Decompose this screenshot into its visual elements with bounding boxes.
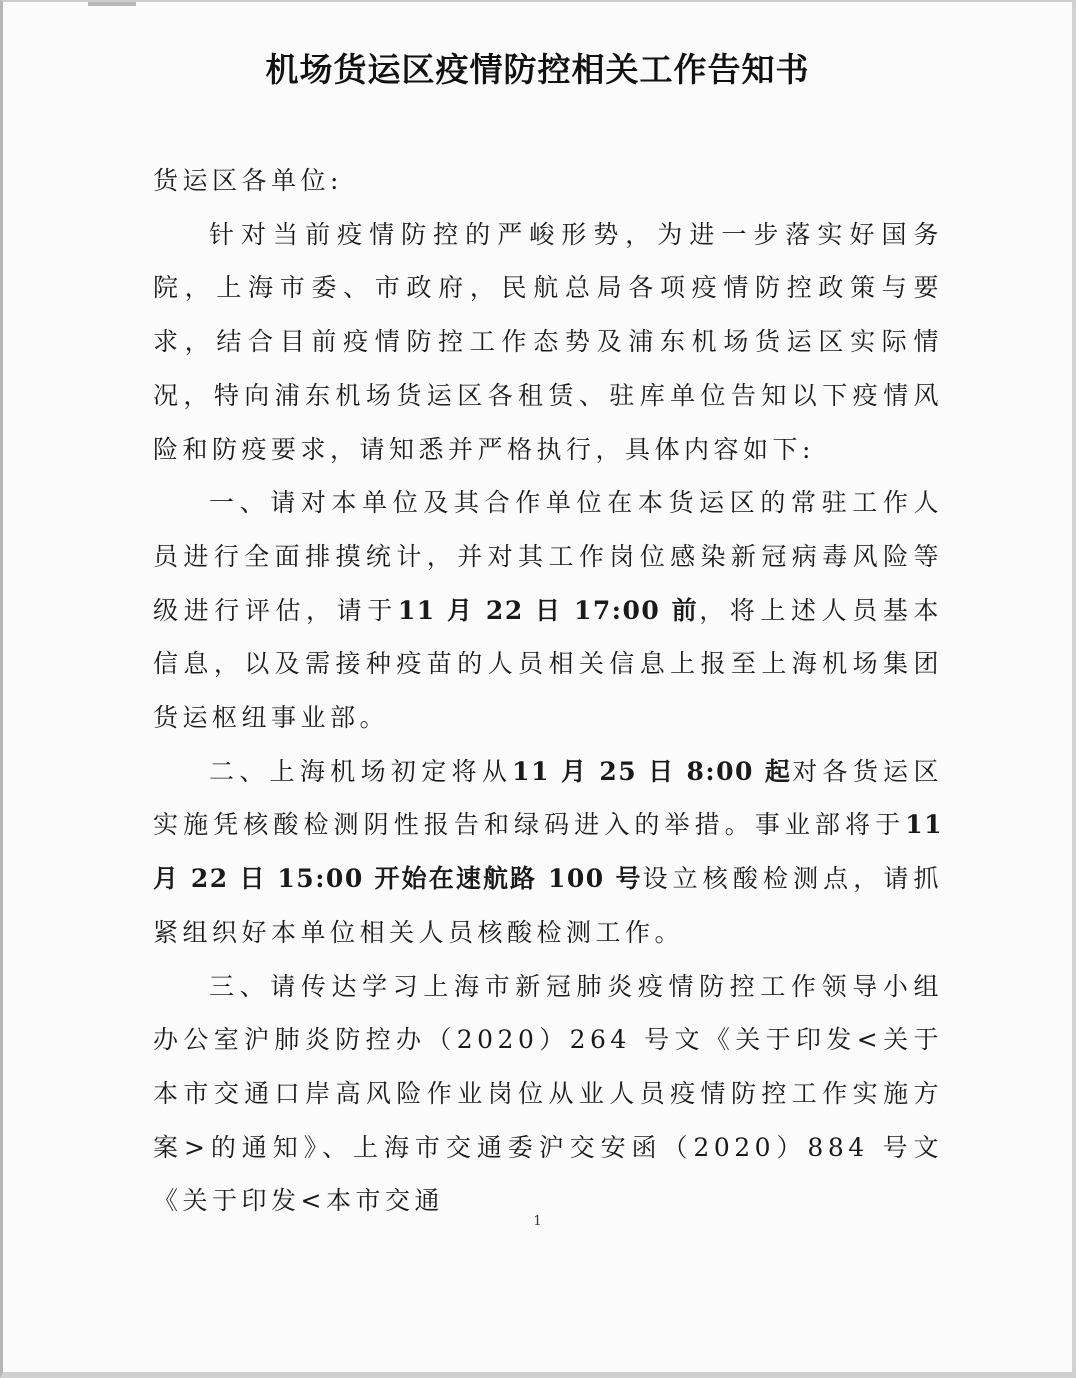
document-body xyxy=(153,154,943,1228)
page-number: 1 xyxy=(533,1214,542,1229)
item-1-text-a: 一、请对本单位及其合作单位在本货运区的常驻工作人员进行全面排摸统计，并对其工作岗位感染新冠病毒风险等级进行评估，请于 xyxy=(153,488,943,625)
item-3-paragraph: 三、请传达学习上海市新冠肺炎疫情防控工作领导小组办公室沪肺炎防控办（2020）264 号文《关于印发<关于本市交通口岸高风险作业岗位从业人员疫情防控工作实施方案>的通知》、上海市交通委沪交安函（2020）884 号文《关于印发<本市交通 xyxy=(153,971,943,1216)
item-2-text-b: 对各货运区实施凭核酸检测阴性报告和绿码进入的举措。事业部将于 xyxy=(153,756,943,840)
item-1-text-b: ，将上述人员基本信息，以及需接种疫苗的人员相关信息上报至上海机场集团货运枢纽事业部。 xyxy=(153,595,943,733)
salutation: 货运区各单位: xyxy=(153,166,343,195)
intro-paragraph: 针对当前疫情防控的严峻形势，为进一步落实好国务院，上海市委、市政府，民航总局各项疫情防控政策与要求，结合目前疫情防控工作态势及浦东机场货运区实际情况，特向浦东机场货运区各租赁、驻库单位告知以下疫情风险和防疫要求，请知悉并严格执行，具体内容如下: xyxy=(153,219,943,464)
item-1-paragraph xyxy=(153,476,943,745)
scan-edge-mark xyxy=(88,2,136,6)
item-2-text-a: 二、上海机场初定将从 xyxy=(209,756,513,786)
item-2-test-site: 11 月 22 日 15:00 开始在速航路 100 号 xyxy=(153,810,943,894)
item-2-text-c: 设立核酸检测点，请抓紧组织好本单位相关人员核酸检测工作。 xyxy=(153,864,943,947)
document-title: 机场货运区疫情防控相关工作告知书 xyxy=(265,50,810,89)
item-2-start-time: 11 月 25 日 8:00 起 xyxy=(512,756,793,786)
item-1-deadline: 11 月 22 日 17:00 前 xyxy=(397,595,700,625)
item-2-paragraph xyxy=(153,745,943,960)
